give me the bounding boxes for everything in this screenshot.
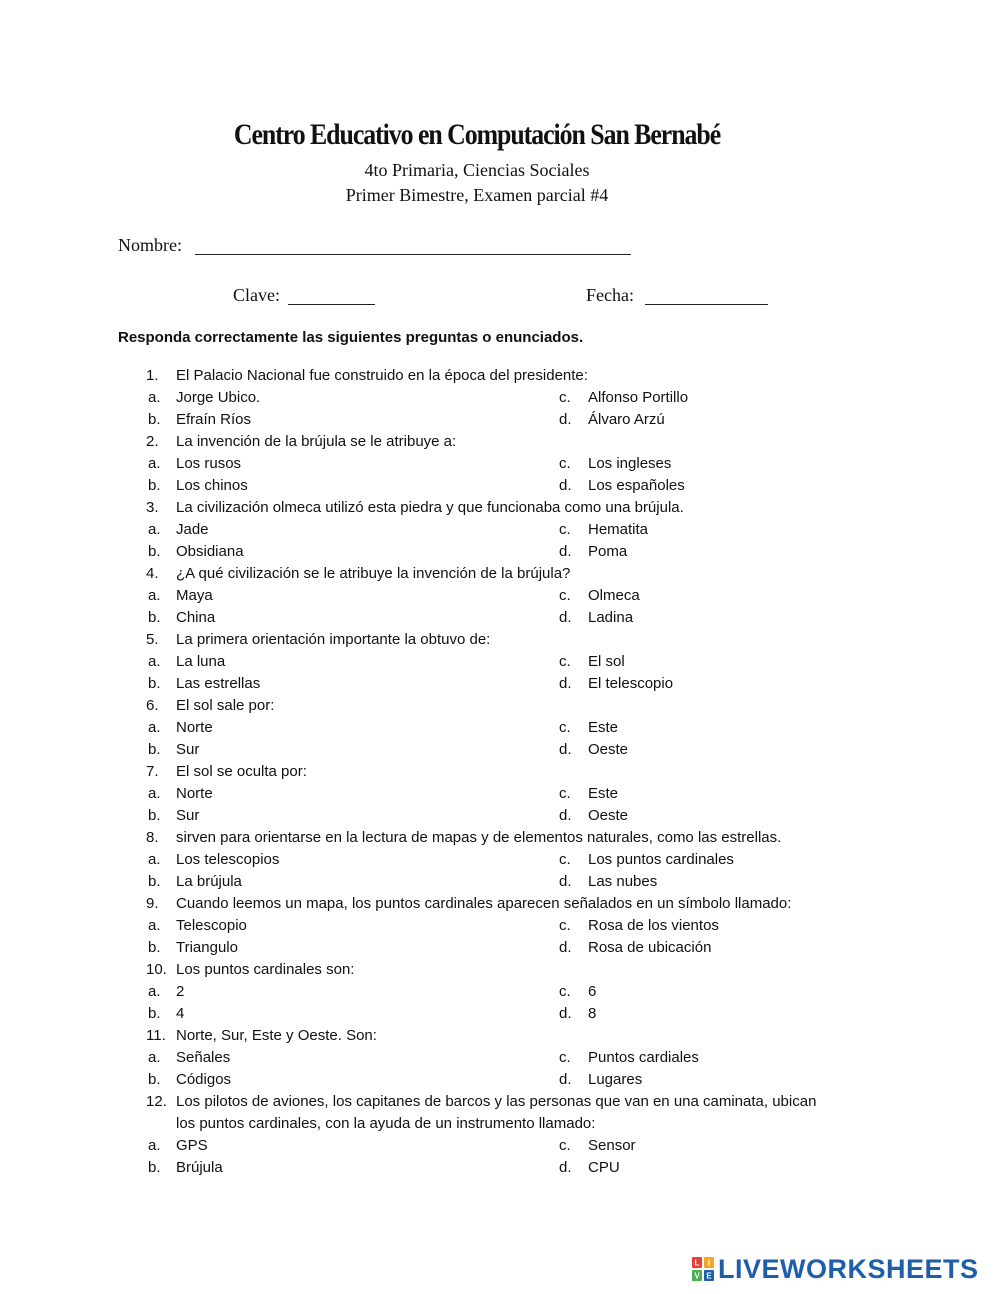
option-b[interactable]: Brújula: [176, 1159, 223, 1176]
question-text: La primera orientación importante la obtuvo de:: [176, 631, 491, 648]
question-number: 8.: [146, 829, 159, 846]
option-letter-c: c.: [559, 455, 571, 472]
question-text: La invención de la brújula se le atribuye a:: [176, 433, 457, 450]
clave-label: Clave:: [233, 285, 280, 305]
question-item: [0, 629, 1000, 695]
question-number: 1.: [146, 367, 159, 384]
option-row: [0, 739, 1000, 761]
option-letter-b: b.: [148, 1159, 161, 1176]
option-letter-b: b.: [148, 411, 161, 428]
option-letter-c: c.: [559, 851, 571, 868]
option-letter-d: d.: [559, 873, 572, 890]
option-letter-b: b.: [148, 939, 161, 956]
option-c[interactable]: Sensor: [588, 1137, 636, 1154]
option-c[interactable]: Alfonso Portillo: [588, 389, 689, 406]
option-d[interactable]: Ladina: [588, 609, 634, 626]
question-item: [0, 959, 1000, 1025]
question-number: 3.: [146, 499, 159, 516]
option-letter-d: d.: [559, 675, 572, 692]
liveworksheets-logo: [692, 1254, 979, 1284]
option-a[interactable]: Jade: [176, 521, 209, 538]
question-text-row: [0, 431, 1000, 453]
option-letter-c: c.: [559, 983, 571, 1000]
question-number: 12.: [146, 1093, 167, 1110]
option-row: [0, 937, 1000, 959]
option-row: [0, 409, 1000, 431]
option-letter-a: a.: [148, 917, 161, 934]
option-d[interactable]: Las nubes: [588, 873, 658, 890]
question-text-row: [0, 1025, 1000, 1047]
question-text-row: [0, 959, 1000, 981]
option-c[interactable]: Olmeca: [588, 587, 640, 604]
option-letter-d: d.: [559, 609, 572, 626]
option-letter-a: a.: [148, 389, 161, 406]
page-subtitle-exam: Primer Bimestre, Examen parcial #4: [345, 185, 609, 205]
option-row: [0, 871, 1000, 893]
option-d[interactable]: Oeste: [588, 741, 629, 758]
question-text: El Palacio Nacional fue construido en la época del presidente:: [176, 367, 588, 384]
option-a[interactable]: Maya: [176, 587, 213, 604]
option-letter-c: c.: [559, 1137, 571, 1154]
question-text-row: [0, 629, 1000, 651]
option-letter-a: a.: [148, 719, 161, 736]
option-b[interactable]: Efraín Ríos: [176, 411, 252, 428]
option-row: [0, 915, 1000, 937]
option-d[interactable]: Los españoles: [588, 477, 685, 494]
option-letter-d: d.: [559, 543, 572, 560]
question-text: ¿A qué civilización se le atribuye la invención de la brújula?: [176, 565, 571, 582]
question-text: El sol sale por:: [176, 697, 275, 714]
option-letter-c: c.: [559, 587, 571, 604]
option-letter-c: c.: [559, 521, 571, 538]
logo-mark-letter: L: [694, 1258, 700, 1268]
question-text: Norte, Sur, Este y Oeste. Son:: [176, 1027, 377, 1044]
option-letter-d: d.: [559, 807, 572, 824]
option-letter-b: b.: [148, 543, 161, 560]
option-letter-a: a.: [148, 455, 161, 472]
option-row: [0, 387, 1000, 409]
option-c[interactable]: Rosa de los vientos: [588, 917, 719, 934]
option-letter-c: c.: [559, 785, 571, 802]
option-d[interactable]: Poma: [588, 543, 628, 560]
question-text: Los pilotos de aviones, los capitanes de barcos y las personas que van en una caminata, ubican: [176, 1093, 817, 1110]
option-row: [0, 783, 1000, 805]
question-text-row: [0, 827, 1000, 849]
option-letter-d: d.: [559, 1159, 572, 1176]
option-c[interactable]: El sol: [588, 653, 625, 670]
page-title: Centro Educativo en Computación San Bernabé: [233, 118, 721, 151]
option-letter-a: a.: [148, 983, 161, 1000]
option-letter-c: c.: [559, 719, 571, 736]
option-row: [0, 849, 1000, 871]
question-text: sirven para orientarse en la lectura de mapas y de elementos naturales, como las estrellas.: [176, 829, 782, 846]
question-number: 10.: [146, 961, 167, 978]
option-row: [0, 1135, 1000, 1157]
option-row: [0, 541, 1000, 563]
option-b[interactable]: Sur: [176, 741, 200, 758]
logo-text: LIVEWORKSHEETS: [718, 1253, 979, 1284]
option-b[interactable]: China: [176, 609, 216, 626]
question-text: Cuando leemos un mapa, los puntos cardinales aparecen señalados en un símbolo llamado:: [176, 895, 792, 912]
option-d[interactable]: Álvaro Arzú: [588, 411, 665, 428]
option-letter-b: b.: [148, 675, 161, 692]
question-text-row: [0, 1091, 1000, 1113]
option-letter-b: b.: [148, 807, 161, 824]
question-text-row: [0, 365, 1000, 387]
option-letter-c: c.: [559, 389, 571, 406]
question-number: 6.: [146, 697, 159, 714]
option-b[interactable]: Códigos: [176, 1071, 232, 1088]
question-number: 5.: [146, 631, 159, 648]
question-item: [0, 893, 1000, 959]
option-d[interactable]: El telescopio: [588, 675, 674, 692]
option-letter-a: a.: [148, 785, 161, 802]
option-letter-a: a.: [148, 587, 161, 604]
option-letter-b: b.: [148, 609, 161, 626]
option-c[interactable]: Los ingleses: [588, 455, 672, 472]
option-a[interactable]: Norte: [176, 785, 213, 802]
option-b[interactable]: 4: [176, 1005, 185, 1022]
option-b[interactable]: Las estrellas: [176, 675, 261, 692]
logo-mark-letter: V: [694, 1271, 700, 1281]
question-item: [0, 695, 1000, 761]
option-c[interactable]: Puntos cardiales: [588, 1049, 699, 1066]
option-row: [0, 673, 1000, 695]
option-letter-b: b.: [148, 741, 161, 758]
option-letter-a: a.: [148, 1049, 161, 1066]
option-letter-d: d.: [559, 411, 572, 428]
option-letter-d: d.: [559, 477, 572, 494]
question-item: [0, 563, 1000, 629]
option-a[interactable]: Telescopio: [176, 917, 247, 934]
question-item: [0, 1025, 1000, 1091]
question-text-row: [0, 563, 1000, 585]
question-text: los puntos cardinales, con la ayuda de un instrumento llamado:: [176, 1115, 596, 1132]
option-b[interactable]: Sur: [176, 807, 200, 824]
option-d[interactable]: CPU: [588, 1159, 620, 1176]
option-row: [0, 607, 1000, 629]
option-c[interactable]: Este: [588, 719, 619, 736]
option-letter-b: b.: [148, 1005, 161, 1022]
question-number: 7.: [146, 763, 159, 780]
page-subtitle-course: 4to Primaria, Ciencias Sociales: [364, 160, 590, 180]
option-row: [0, 1047, 1000, 1069]
option-a[interactable]: 2: [176, 983, 185, 1000]
option-letter-a: a.: [148, 653, 161, 670]
logo-mark-letter: I: [707, 1258, 711, 1268]
option-letter-c: c.: [559, 653, 571, 670]
option-row: [0, 519, 1000, 541]
question-number: 11.: [146, 1027, 166, 1044]
question-item: [0, 497, 1000, 563]
instructions: Responda correctamente las siguientes preguntas o enunciados.: [118, 329, 584, 346]
question-item: [0, 1091, 1000, 1179]
nombre-field[interactable]: [195, 254, 631, 255]
logo-mark-letter: E: [706, 1271, 712, 1281]
question-text: Los puntos cardinales son:: [176, 961, 355, 978]
question-number: 4.: [146, 565, 159, 582]
question-number: 9.: [146, 895, 159, 912]
question-text-row: [0, 893, 1000, 915]
question-text-row: [0, 695, 1000, 717]
option-d[interactable]: Oeste: [588, 807, 629, 824]
option-a[interactable]: GPS: [176, 1137, 208, 1154]
option-b[interactable]: Triangulo: [176, 939, 238, 956]
option-d[interactable]: Rosa de ubicación: [588, 939, 712, 956]
option-c[interactable]: Los puntos cardinales: [588, 851, 734, 868]
option-c[interactable]: Hematita: [588, 521, 649, 538]
option-d[interactable]: 8: [588, 1005, 597, 1022]
question-text: El sol se oculta por:: [176, 763, 307, 780]
question-item: [0, 365, 1000, 431]
option-a[interactable]: Señales: [176, 1049, 231, 1066]
option-row: [0, 585, 1000, 607]
option-letter-a: a.: [148, 521, 161, 538]
option-letter-a: a.: [148, 851, 161, 868]
fecha-field[interactable]: [645, 304, 768, 305]
option-a[interactable]: La luna: [176, 653, 226, 670]
option-a[interactable]: Los rusos: [176, 455, 242, 472]
option-letter-d: d.: [559, 1005, 572, 1022]
option-row: [0, 1069, 1000, 1091]
question-item: [0, 761, 1000, 827]
option-letter-d: d.: [559, 939, 572, 956]
question-text-row: [0, 761, 1000, 783]
option-row: [0, 475, 1000, 497]
option-c[interactable]: Este: [588, 785, 619, 802]
option-a[interactable]: Norte: [176, 719, 213, 736]
fecha-label: Fecha:: [586, 285, 634, 305]
option-a[interactable]: Los telescopios: [176, 851, 280, 868]
option-letter-c: c.: [559, 917, 571, 934]
option-row: [0, 1157, 1000, 1179]
question-list: [0, 365, 1000, 1179]
option-d[interactable]: Lugares: [588, 1071, 643, 1088]
option-row: [0, 805, 1000, 827]
option-a[interactable]: Jorge Ubico.: [176, 389, 261, 406]
option-row: [0, 1003, 1000, 1025]
option-letter-b: b.: [148, 477, 161, 494]
clave-field[interactable]: [288, 304, 375, 305]
question-item: [0, 827, 1000, 893]
option-b[interactable]: Obsidiana: [176, 543, 244, 560]
option-letter-a: a.: [148, 1137, 161, 1154]
nombre-label: Nombre:: [118, 235, 182, 255]
option-b[interactable]: Los chinos: [176, 477, 248, 494]
question-text: La civilización olmeca utilizó esta piedra y que funcionaba como una brújula.: [176, 499, 684, 516]
option-row: [0, 981, 1000, 1003]
liveworksheets-mark-icon: [692, 1257, 714, 1281]
option-b[interactable]: La brújula: [176, 873, 242, 890]
question-text-row: [0, 497, 1000, 519]
question-item: [0, 431, 1000, 497]
option-letter-d: d.: [559, 1071, 572, 1088]
option-row: [0, 651, 1000, 673]
option-letter-b: b.: [148, 873, 161, 890]
option-row: [0, 717, 1000, 739]
option-letter-b: b.: [148, 1071, 161, 1088]
option-letter-c: c.: [559, 1049, 571, 1066]
question-number: 2.: [146, 433, 159, 450]
question-text-row: [0, 1113, 1000, 1135]
option-c[interactable]: 6: [588, 983, 597, 1000]
option-letter-d: d.: [559, 741, 572, 758]
option-row: [0, 453, 1000, 475]
